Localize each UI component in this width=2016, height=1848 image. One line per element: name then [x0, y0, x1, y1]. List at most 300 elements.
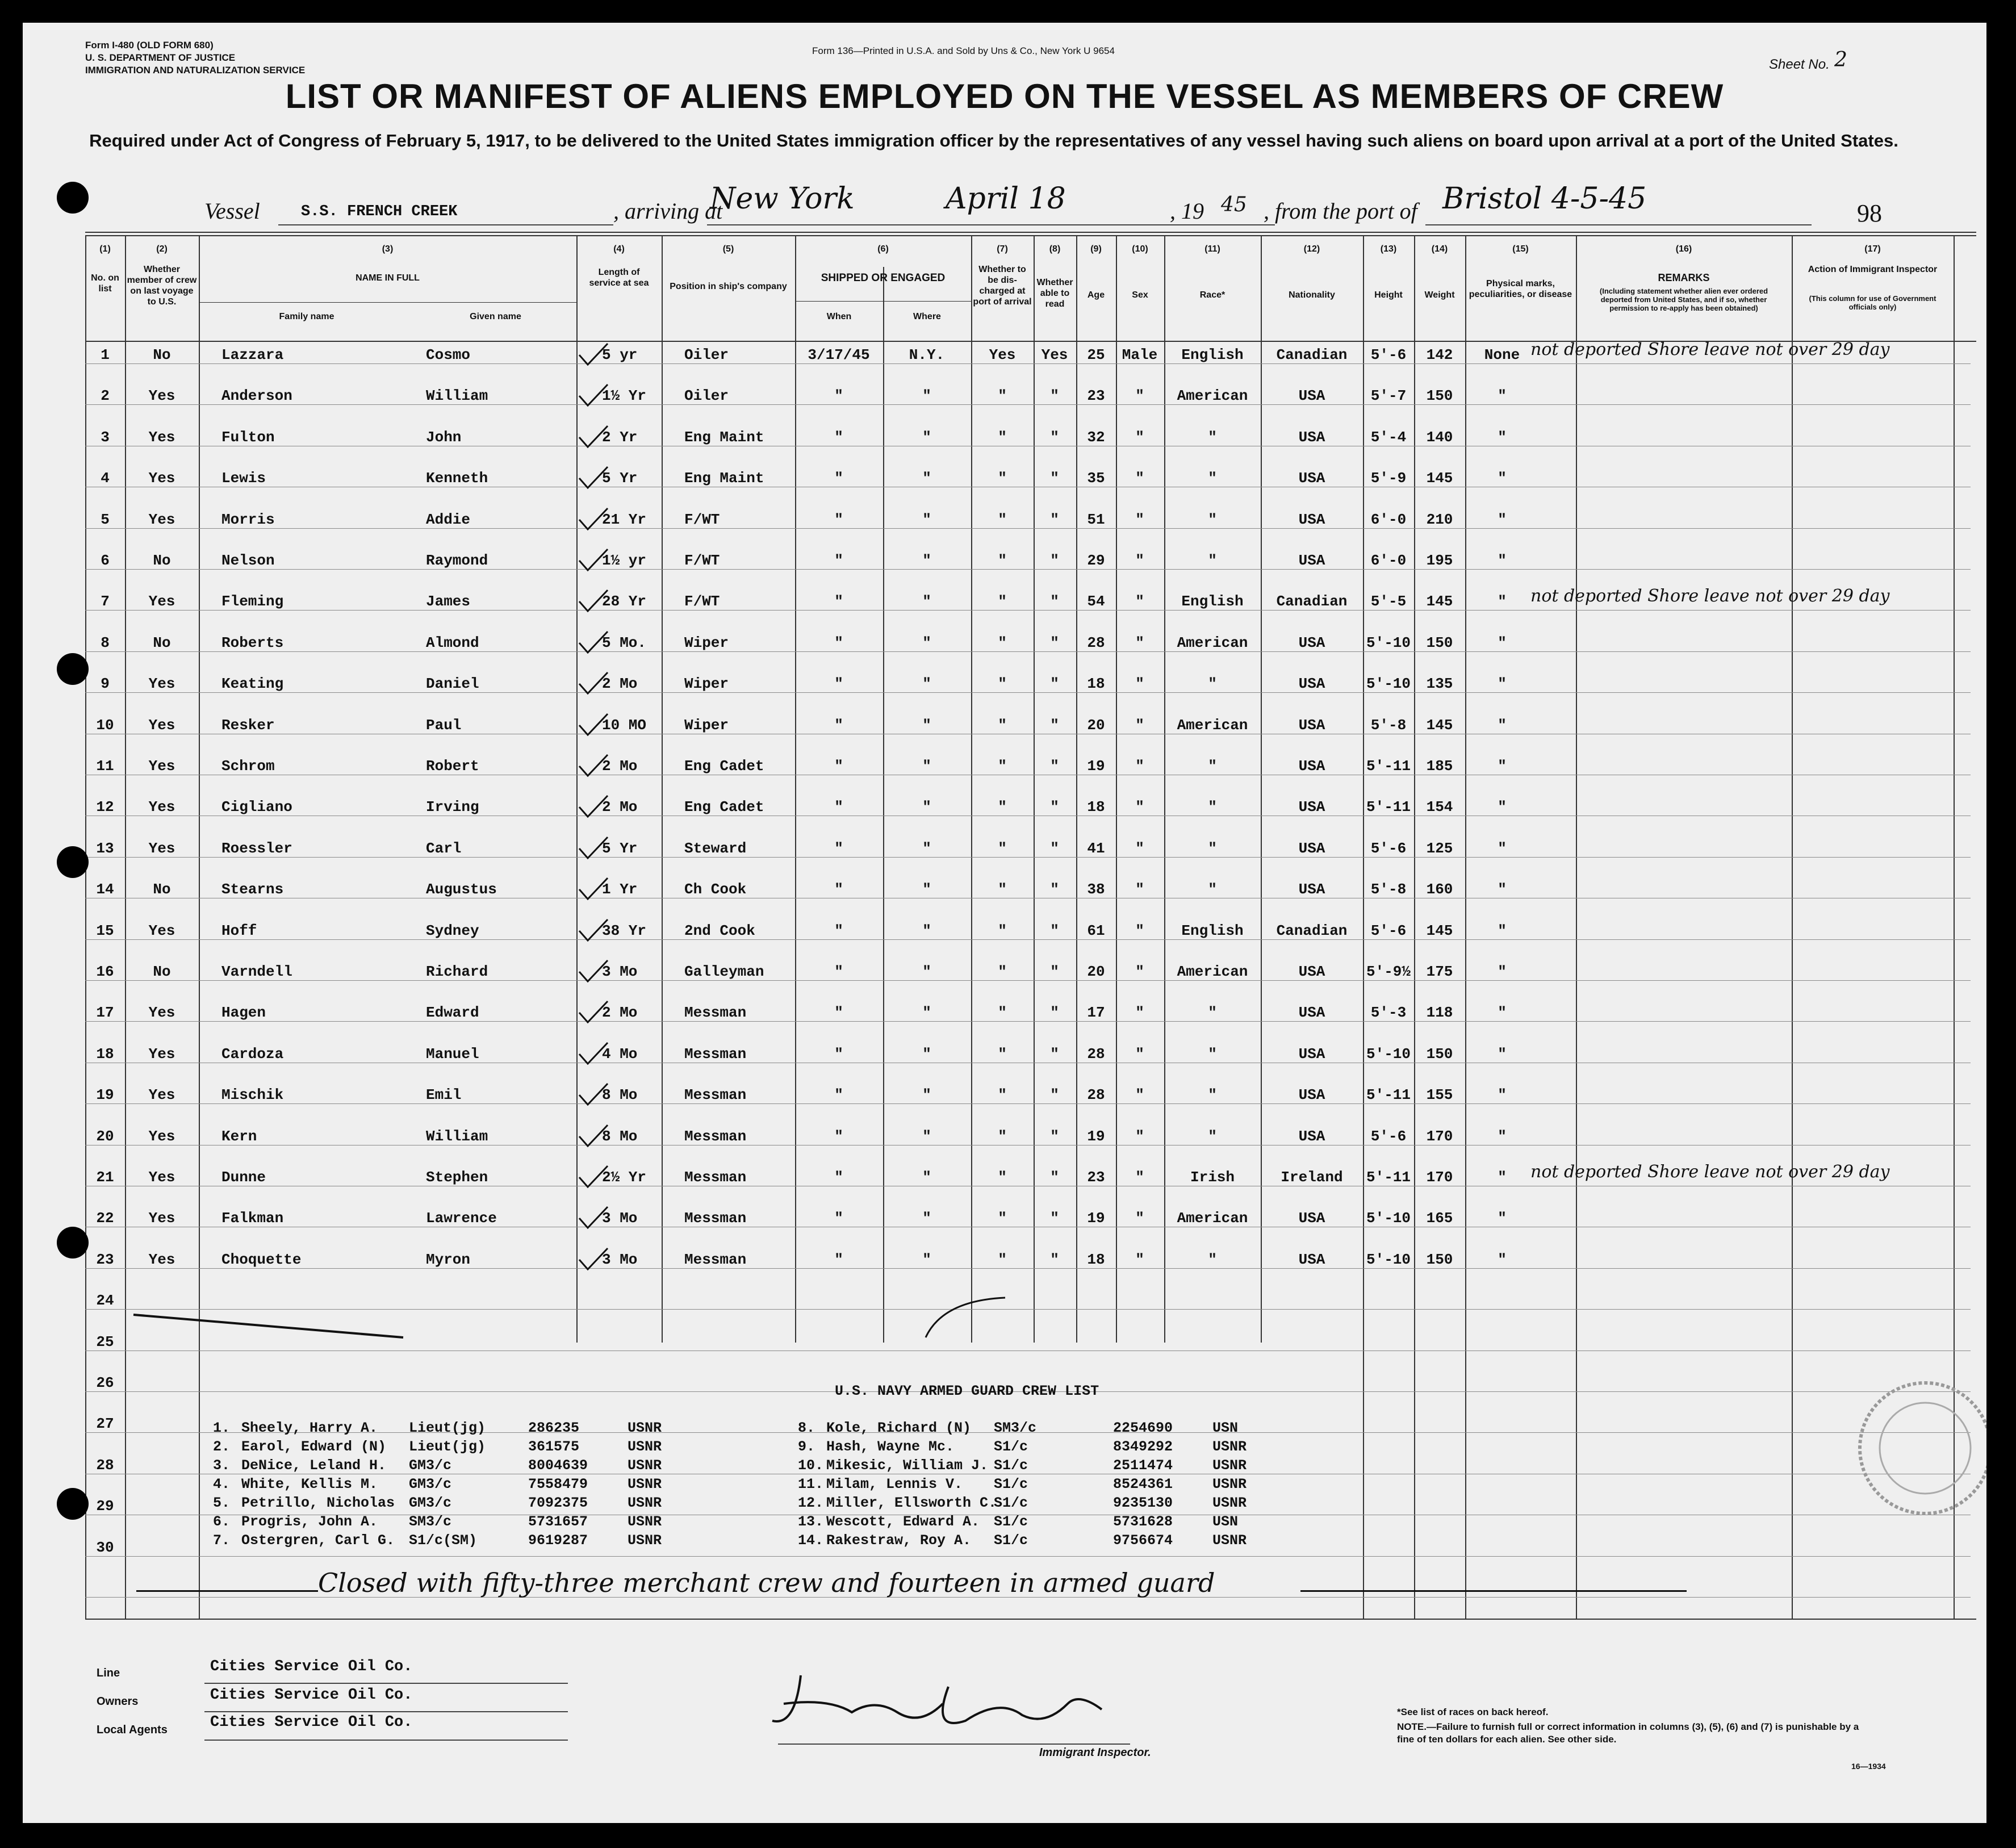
- cell-position: F/WT: [684, 511, 720, 528]
- cell-row-number: 3: [101, 428, 110, 446]
- cell-shipped-where: ": [922, 1169, 931, 1186]
- cell-family-name: Mischik: [221, 1086, 284, 1104]
- cell-age: 41: [1087, 839, 1105, 857]
- cell-last-voyage: Yes: [148, 839, 175, 857]
- cell-family-name: Cigliano: [221, 798, 292, 816]
- cell-position: Messman: [684, 1169, 747, 1186]
- cell-shipped-where: ": [922, 798, 931, 816]
- cell-shipped-where: ": [922, 1004, 931, 1022]
- cell-weight: 150: [1426, 1045, 1453, 1063]
- closing-dash-right: [1300, 1590, 1687, 1592]
- cell-weight: 135: [1426, 675, 1453, 693]
- cell-service-length: 8 Mo: [602, 1086, 638, 1104]
- col-number: (3): [382, 244, 394, 254]
- cell-last-voyage: Yes: [148, 428, 175, 446]
- cell-weight: 160: [1426, 881, 1453, 898]
- cell-shipped-when: ": [834, 387, 843, 405]
- row-number: 28: [96, 1456, 114, 1474]
- cell-row-number: 5: [101, 511, 110, 528]
- cell-weight: 118: [1426, 1004, 1453, 1022]
- cell-able-to-read: ": [1050, 387, 1059, 405]
- cell-shipped-where: ": [922, 963, 931, 980]
- cell-discharged: ": [998, 387, 1007, 405]
- cell-nationality: USA: [1298, 839, 1325, 857]
- row-number: 24: [96, 1292, 114, 1310]
- row-number: 29: [96, 1498, 114, 1515]
- guard-name: Miller, Ellsworth C.: [826, 1495, 997, 1511]
- cell-sex: ": [1135, 634, 1144, 651]
- cell-shipped-where: ": [922, 470, 931, 487]
- cell-shipped-when: ": [834, 1251, 843, 1268]
- tick-mark: [576, 670, 610, 698]
- header-discharged: Whether to be dis-charged at port of arrival: [973, 265, 1032, 307]
- header-weight: Weight: [1424, 290, 1455, 300]
- cell-shipped-when: ": [834, 839, 843, 857]
- header-shipped-or-engaged: SHIPPED OR ENGAGED: [821, 272, 946, 284]
- cell-family-name: Hagen: [221, 1004, 266, 1022]
- cell-family-name: Varndell: [221, 963, 292, 980]
- row-rule: [85, 1103, 1971, 1104]
- cell-sex: Male: [1122, 346, 1158, 363]
- cell-able-to-read: ": [1050, 470, 1059, 487]
- cell-family-name: Keating: [221, 675, 284, 693]
- cell-height: 5'-11: [1366, 798, 1411, 816]
- header-remarks-sub: (Including statement whether alien ever ordered deported from United States, and if so, whether permission to re-apply has been obtained): [1599, 287, 1768, 312]
- cell-age: 51: [1087, 511, 1105, 528]
- cell-able-to-read: ": [1050, 428, 1059, 446]
- cell-row-number: 10: [96, 716, 114, 734]
- cell-height: 6'-0: [1370, 511, 1407, 528]
- cell-service-length: 38 Yr: [602, 922, 647, 939]
- cell-shipped-where: ": [922, 593, 931, 611]
- cell-height: 5'-11: [1366, 1169, 1411, 1186]
- guard-rank: S1/c: [994, 1457, 1028, 1474]
- binder-hole: [57, 846, 89, 878]
- guard-unit: USNR: [628, 1513, 662, 1530]
- cell-shipped-when: ": [834, 881, 843, 898]
- guard-name: Hash, Wayne Mc.: [826, 1439, 955, 1455]
- cell-sex: ": [1135, 1004, 1144, 1022]
- service-name: IMMIGRATION AND NATURALIZATION SERVICE: [85, 65, 306, 76]
- guard-unit: USNR: [628, 1495, 662, 1511]
- cell-weight: 150: [1426, 1251, 1453, 1268]
- col-number: (8): [1049, 244, 1061, 254]
- cell-nationality: USA: [1298, 675, 1325, 693]
- cell-shipped-where: ": [922, 839, 931, 857]
- cell-physical-marks: ": [1498, 1086, 1507, 1104]
- requirement-text: Required under Act of Congress of February 5, 1917, to be delivered to the United States immigration officer by the representatives of any vessel having such aliens on board upon arrival at a port of the United States.: [89, 131, 1898, 150]
- cell-service-length: 4 Mo: [602, 1045, 638, 1063]
- cell-sex: ": [1135, 716, 1144, 734]
- cell-position: Oiler: [684, 387, 729, 405]
- col-number: (5): [722, 244, 734, 254]
- cell-family-name: Lazzara: [221, 346, 284, 363]
- cell-age: 18: [1087, 1251, 1105, 1268]
- cell-nationality: Canadian: [1276, 593, 1348, 611]
- cell-service-length: 2½ Yr: [602, 1169, 647, 1186]
- owners-blank: [204, 1707, 568, 1712]
- tick-mark: [576, 834, 610, 863]
- cell-height: 5'-6: [1370, 346, 1407, 363]
- header-given-name: Given name: [470, 312, 521, 321]
- cell-nationality: USA: [1298, 1086, 1325, 1104]
- cell-weight: 145: [1426, 922, 1453, 939]
- cell-shipped-where: ": [922, 552, 931, 569]
- cell-able-to-read: ": [1050, 552, 1059, 569]
- cell-given-name: Lawrence: [426, 1210, 497, 1227]
- cell-row-number: 13: [96, 839, 114, 857]
- tick-mark: [576, 917, 610, 945]
- guard-service-number: 9619287: [528, 1532, 588, 1549]
- row-rule: [85, 651, 1971, 652]
- cell-service-length: 21 Yr: [602, 511, 647, 528]
- cell-position: Wiper: [684, 634, 729, 651]
- cell-height: 5'-8: [1370, 716, 1407, 734]
- header-race: Race*: [1199, 290, 1226, 300]
- cell-sex: ": [1135, 593, 1144, 611]
- tick-mark: [576, 341, 610, 369]
- cell-given-name: Augustus: [426, 881, 497, 898]
- guard-rank: SM3/c: [409, 1513, 452, 1530]
- cell-shipped-when: ": [834, 1086, 843, 1104]
- guard-unit: USNR: [1212, 1532, 1247, 1549]
- cell-weight: 185: [1426, 758, 1453, 775]
- cell-able-to-read: ": [1050, 634, 1059, 651]
- cell-physical-marks: ": [1498, 387, 1507, 405]
- cell-weight: 145: [1426, 716, 1453, 734]
- tick-mark: [576, 1163, 610, 1191]
- cell-able-to-read: ": [1050, 922, 1059, 939]
- cell-race: ": [1208, 1045, 1217, 1063]
- cell-family-name: Roessler: [221, 839, 292, 857]
- strike-line: [131, 1306, 415, 1346]
- header-age: Age: [1087, 290, 1105, 300]
- cell-physical-marks: ": [1498, 963, 1507, 980]
- cell-shipped-when: ": [834, 1045, 843, 1063]
- cell-shipped-when: ": [834, 798, 843, 816]
- cell-weight: 142: [1426, 346, 1453, 363]
- cell-shipped-when: ": [834, 1004, 843, 1022]
- cell-family-name: Anderson: [221, 387, 292, 405]
- table-bottom-rule: [85, 1619, 1976, 1620]
- cell-physical-marks: ": [1498, 922, 1507, 939]
- cell-shipped-when: ": [834, 593, 843, 611]
- cell-race: ": [1208, 758, 1217, 775]
- header-family-name: Family name: [279, 312, 334, 321]
- header-length-of-service: Length of service at sea: [589, 267, 649, 288]
- guard-rank: GM3/c: [409, 1495, 452, 1511]
- cell-service-length: 1½ Yr: [602, 387, 647, 405]
- tick-mark: [576, 793, 610, 821]
- cell-given-name: Stephen: [426, 1169, 488, 1186]
- cell-race: ": [1208, 552, 1217, 569]
- cell-nationality: USA: [1298, 758, 1325, 775]
- tick-mark: [576, 382, 610, 410]
- cell-discharged: ": [998, 675, 1007, 693]
- table-top-rule-2: [85, 235, 1976, 236]
- cell-last-voyage: No: [153, 881, 171, 898]
- cell-last-voyage: Yes: [148, 387, 175, 405]
- cell-physical-marks: ": [1498, 470, 1507, 487]
- cell-nationality: USA: [1298, 963, 1325, 980]
- binder-hole: [57, 182, 89, 214]
- armed-guard-title: U.S. NAVY ARMED GUARD CREW LIST: [835, 1383, 1099, 1399]
- guard-rank: S1/c: [994, 1476, 1028, 1492]
- cell-service-length: 2 Mo: [602, 758, 638, 775]
- cell-physical-marks: ": [1498, 634, 1507, 651]
- guard-name: DeNice, Leland H.: [241, 1457, 387, 1474]
- check-mark: [920, 1295, 1011, 1340]
- cell-height: 5'-6: [1370, 839, 1407, 857]
- cell-able-to-read: ": [1050, 675, 1059, 693]
- header-able-to-read: Whether able to read: [1036, 278, 1073, 309]
- cell-position: Steward: [684, 839, 747, 857]
- cell-able-to-read: ": [1050, 716, 1059, 734]
- cell-family-name: Stearns: [221, 881, 284, 898]
- cell-shipped-when: ": [834, 963, 843, 980]
- cell-row-number: 6: [101, 552, 110, 569]
- guard-index: 14.: [798, 1532, 824, 1549]
- tick-mark: [576, 1040, 610, 1068]
- cell-discharged: ": [998, 839, 1007, 857]
- cell-nationality: USA: [1298, 387, 1325, 405]
- cell-age: 54: [1087, 593, 1105, 611]
- cell-last-voyage: Yes: [148, 1004, 175, 1022]
- cell-race: American: [1177, 387, 1248, 405]
- cell-nationality: USA: [1298, 798, 1325, 816]
- cell-age: 17: [1087, 1004, 1105, 1022]
- cell-physical-marks: ": [1498, 1004, 1507, 1022]
- guard-rank: S1/c: [994, 1513, 1028, 1530]
- cell-shipped-when: ": [834, 758, 843, 775]
- cell-discharged: ": [998, 1169, 1007, 1186]
- cell-last-voyage: No: [153, 346, 171, 363]
- cell-last-voyage: No: [153, 552, 171, 569]
- cell-age: 23: [1087, 1169, 1105, 1186]
- cell-position: Messman: [684, 1086, 747, 1104]
- cell-family-name: Lewis: [221, 470, 266, 487]
- cell-given-name: Cosmo: [426, 346, 471, 363]
- from-port-label: , from the port of: [1264, 198, 1417, 224]
- col-number: (2): [156, 244, 168, 254]
- line-value: Cities Service Oil Co.: [210, 1658, 413, 1675]
- cell-family-name: Hoff: [221, 922, 257, 939]
- cell-able-to-read: ": [1050, 1004, 1059, 1022]
- cell-position: 2nd Cook: [684, 922, 755, 939]
- guard-service-number: 2511474: [1113, 1457, 1173, 1474]
- cell-age: 20: [1087, 716, 1105, 734]
- cell-sex: ": [1135, 922, 1144, 939]
- cell-row-number: 8: [101, 634, 110, 651]
- cell-able-to-read: ": [1050, 1251, 1059, 1268]
- cell-remarks: not deported Shore leave not over 29 day: [1530, 1162, 1890, 1182]
- cell-row-number: 21: [96, 1169, 114, 1186]
- tick-mark: [576, 629, 610, 657]
- cell-race: ": [1208, 839, 1217, 857]
- cell-weight: 210: [1426, 511, 1453, 528]
- vessel-name: S.S. FRENCH CREEK: [301, 203, 458, 220]
- col-number: (14): [1431, 244, 1448, 254]
- guard-service-number: 8004639: [528, 1457, 588, 1474]
- cell-position: Oiler: [684, 346, 729, 363]
- col-number: (4): [613, 244, 625, 254]
- cell-race: ": [1208, 1251, 1217, 1268]
- guard-unit: USNR: [1212, 1439, 1247, 1455]
- cell-last-voyage: Yes: [148, 1086, 175, 1104]
- sheet-number: 2: [1834, 48, 1847, 72]
- guard-service-number: 5731657: [528, 1513, 588, 1530]
- cell-row-number: 14: [96, 881, 114, 898]
- cell-family-name: Roberts: [221, 634, 284, 651]
- cell-discharged: ": [998, 922, 1007, 939]
- cell-height: 5'-11: [1366, 1086, 1411, 1104]
- header-position: Position in ship's company: [670, 282, 787, 291]
- col-number: (11): [1204, 244, 1220, 254]
- cell-discharged: ": [998, 552, 1007, 569]
- cell-service-length: 5 Mo.: [602, 634, 647, 651]
- cell-given-name: Irving: [426, 798, 479, 816]
- cell-physical-marks: ": [1498, 1210, 1507, 1227]
- cell-weight: 150: [1426, 634, 1453, 651]
- tick-mark: [576, 958, 610, 986]
- cell-last-voyage: No: [153, 634, 171, 651]
- cell-service-length: 28 Yr: [602, 593, 647, 611]
- cell-weight: 170: [1426, 1127, 1453, 1145]
- cell-race: ": [1208, 1127, 1217, 1145]
- guard-rank: SM3/c: [994, 1420, 1037, 1436]
- inspector-signature: [761, 1658, 1113, 1744]
- cell-age: 32: [1087, 428, 1105, 446]
- cell-discharged: ": [998, 1045, 1007, 1063]
- col-number: (12): [1303, 244, 1320, 254]
- guard-index: 7.: [213, 1532, 231, 1549]
- cell-nationality: USA: [1298, 1127, 1325, 1145]
- cell-nationality: USA: [1298, 1045, 1325, 1063]
- cell-service-length: 5 Yr: [602, 839, 638, 857]
- cell-weight: 175: [1426, 963, 1453, 980]
- page-number: 98: [1857, 199, 1882, 227]
- cell-height: 5'-3: [1370, 1004, 1407, 1022]
- sheet-label: Sheet No.: [1769, 57, 1830, 72]
- cell-service-length: 1 Yr: [602, 881, 638, 898]
- guard-rank: Lieut(jg): [409, 1439, 486, 1455]
- col-number: (9): [1090, 244, 1102, 254]
- cell-sex: ": [1135, 963, 1144, 980]
- cell-given-name: Emil: [426, 1086, 462, 1104]
- row-rule: [85, 939, 1971, 940]
- cell-shipped-when: ": [834, 922, 843, 939]
- cell-age: 29: [1087, 552, 1105, 569]
- cell-discharged: ": [998, 1127, 1007, 1145]
- cell-physical-marks: ": [1498, 758, 1507, 775]
- header-name-in-full: NAME IN FULL: [355, 273, 420, 283]
- tick-mark: [576, 875, 610, 904]
- cell-age: 19: [1087, 1210, 1105, 1227]
- guard-name: Rakestraw, Roy A.: [826, 1532, 972, 1549]
- cell-shipped-where: ": [922, 387, 931, 405]
- cell-race: English: [1181, 922, 1244, 939]
- tick-mark: [576, 752, 610, 780]
- cell-row-number: 1: [101, 346, 110, 363]
- arrival-year: 45: [1221, 193, 1247, 216]
- guard-index: 1.: [213, 1420, 231, 1436]
- row-rule: [85, 1556, 1971, 1557]
- cell-age: 18: [1087, 675, 1105, 693]
- cell-given-name: Richard: [426, 963, 488, 980]
- cell-row-number: 7: [101, 593, 110, 611]
- cell-sex: ": [1135, 1251, 1144, 1268]
- cell-shipped-where: ": [922, 1086, 931, 1104]
- cell-physical-marks: None: [1484, 346, 1520, 363]
- cell-shipped-when: ": [834, 716, 843, 734]
- cell-age: 28: [1087, 634, 1105, 651]
- cell-weight: 125: [1426, 839, 1453, 857]
- cell-service-length: 2 Mo: [602, 675, 638, 693]
- cell-nationality: Ireland: [1281, 1169, 1343, 1186]
- cell-race: American: [1177, 716, 1248, 734]
- cell-position: Messman: [684, 1251, 747, 1268]
- col-number: (15): [1512, 244, 1529, 254]
- cell-shipped-where: ": [922, 675, 931, 693]
- cell-discharged: ": [998, 1210, 1007, 1227]
- cell-age: 28: [1087, 1086, 1105, 1104]
- cell-shipped-when: 3/17/45: [808, 346, 870, 363]
- cell-service-length: 3 Mo: [602, 963, 638, 980]
- local-agents-label: Local Agents: [97, 1724, 168, 1736]
- cell-height: 5'-6: [1370, 1127, 1407, 1145]
- guard-index: 5.: [213, 1495, 231, 1511]
- cell-race: American: [1177, 1210, 1248, 1227]
- cell-service-length: 1½ yr: [602, 552, 647, 569]
- col-rule: [1576, 235, 1577, 1619]
- cell-able-to-read: ": [1050, 798, 1059, 816]
- cell-physical-marks: ": [1498, 1127, 1507, 1145]
- cell-physical-marks: ": [1498, 881, 1507, 898]
- guard-index: 10.: [798, 1457, 824, 1474]
- binder-hole: [57, 1227, 89, 1259]
- header-shipped-when: When: [826, 312, 852, 321]
- cell-height: 5'-10: [1366, 675, 1411, 693]
- cell-row-number: 20: [96, 1127, 114, 1145]
- cell-given-name: Manuel: [426, 1045, 479, 1063]
- owners-value: Cities Service Oil Co.: [210, 1687, 413, 1704]
- cell-able-to-read: ": [1050, 881, 1059, 898]
- cell-shipped-when: ": [834, 470, 843, 487]
- cell-shipped-when: ": [834, 1127, 843, 1145]
- cell-race: ": [1208, 1086, 1217, 1104]
- guard-name: Wescott, Edward A.: [826, 1513, 980, 1530]
- cell-physical-marks: ": [1498, 839, 1507, 857]
- col-rule: [662, 235, 663, 1343]
- cell-last-voyage: Yes: [148, 1210, 175, 1227]
- cell-age: 28: [1087, 1045, 1105, 1063]
- cell-last-voyage: Yes: [148, 593, 175, 611]
- cell-nationality: Canadian: [1276, 922, 1348, 939]
- cell-age: 19: [1087, 1127, 1105, 1145]
- guard-rank: S1/c: [994, 1439, 1028, 1455]
- cell-last-voyage: Yes: [148, 1169, 175, 1186]
- cell-given-name: William: [426, 1127, 488, 1145]
- cell-height: 5'-4: [1370, 428, 1407, 446]
- cell-age: 38: [1087, 881, 1105, 898]
- cell-race: American: [1177, 634, 1248, 651]
- guard-index: 9.: [798, 1439, 815, 1455]
- row-number: 26: [96, 1374, 114, 1391]
- cell-family-name: Schrom: [221, 758, 275, 775]
- cell-weight: 154: [1426, 798, 1453, 816]
- guard-unit: USNR: [628, 1532, 662, 1549]
- cell-service-length: 5 yr: [602, 346, 638, 363]
